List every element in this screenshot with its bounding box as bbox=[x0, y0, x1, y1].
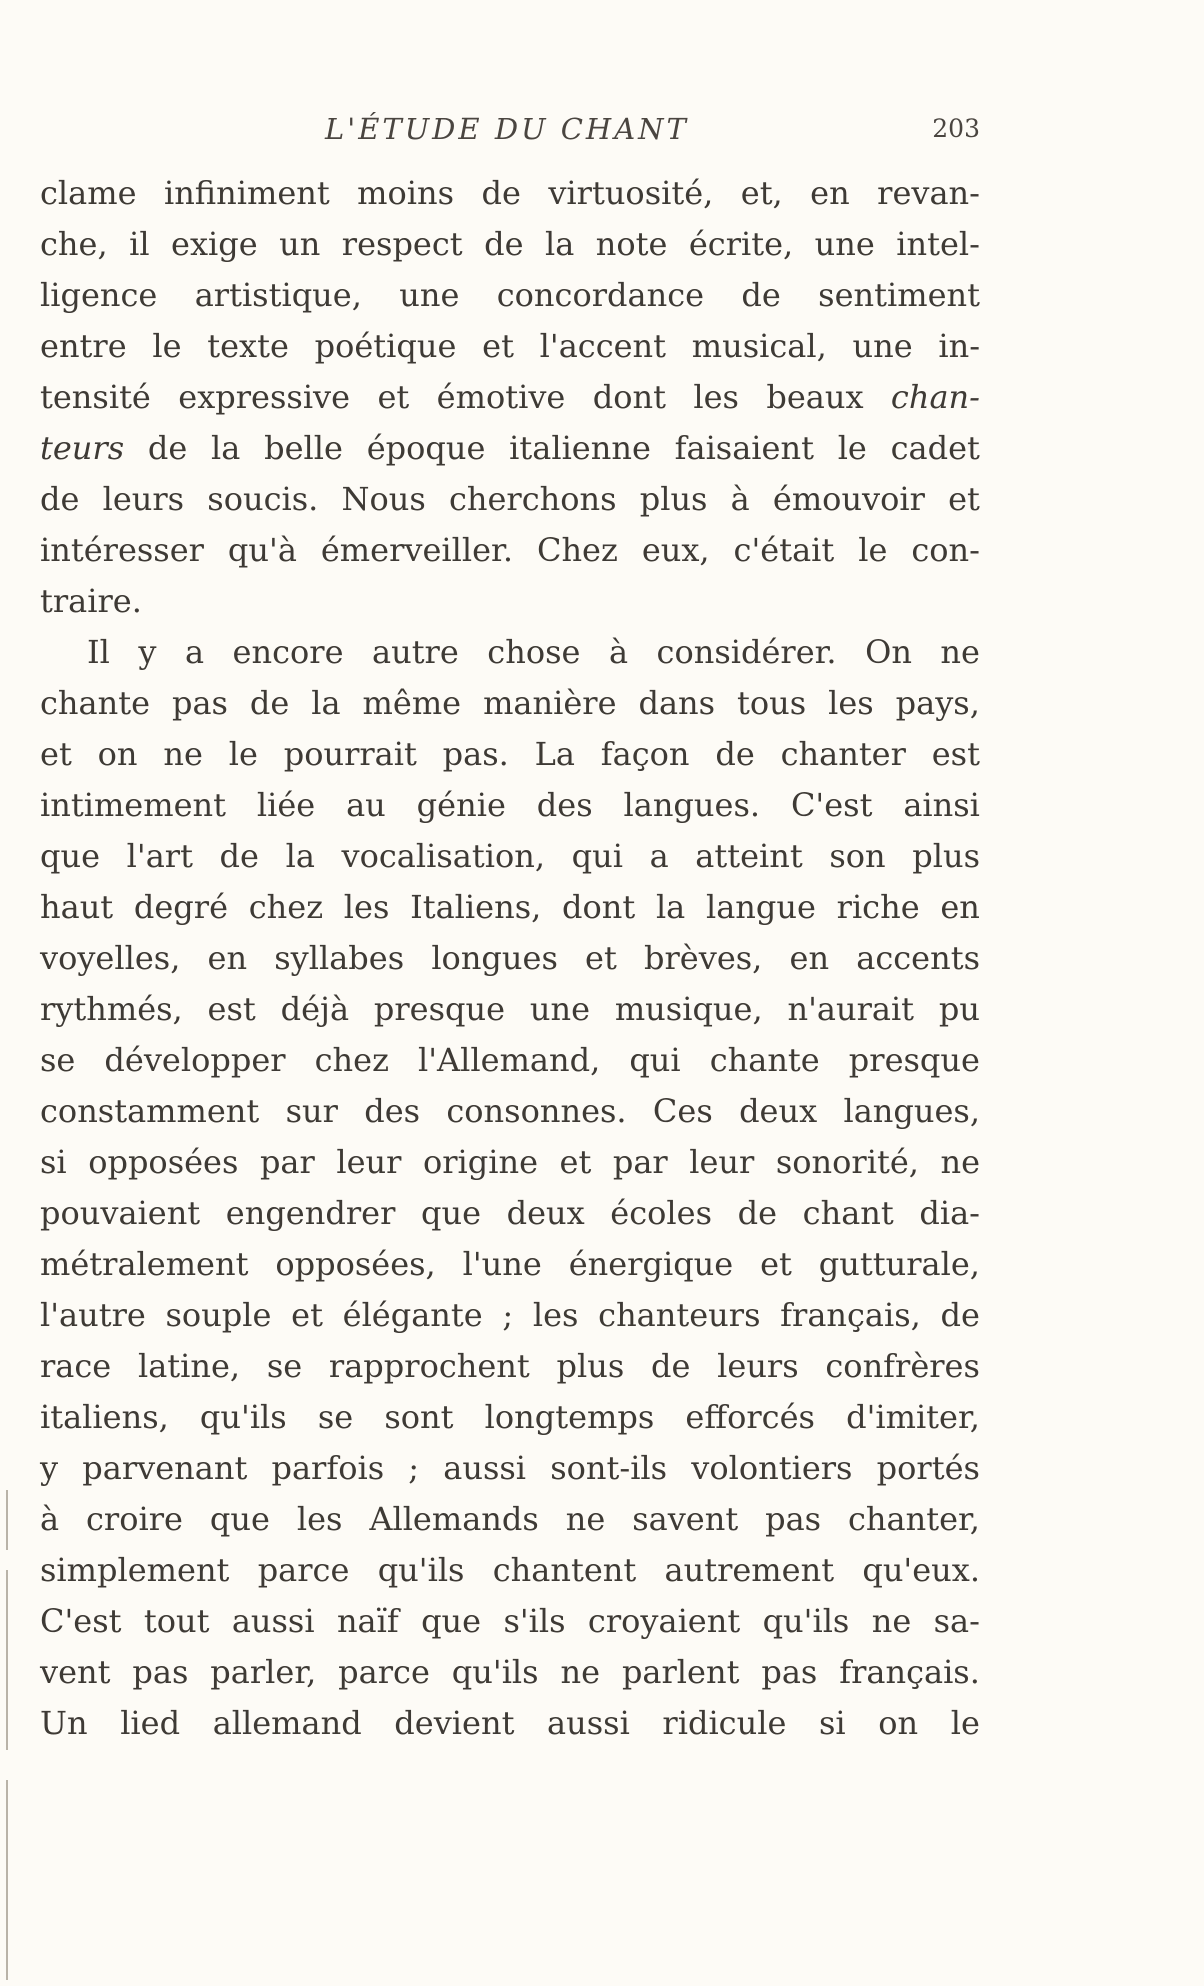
word: et bbox=[948, 480, 980, 518]
word: clame bbox=[40, 174, 137, 212]
word: intéresser bbox=[40, 531, 204, 569]
word: ainsi bbox=[903, 786, 980, 824]
word: allemand bbox=[212, 1704, 362, 1742]
word: belle bbox=[264, 429, 343, 467]
word: italiens, bbox=[40, 1398, 169, 1436]
word: par bbox=[259, 1143, 315, 1181]
word: ne bbox=[940, 633, 980, 671]
word: artistique, bbox=[194, 276, 362, 314]
word: origine bbox=[422, 1143, 538, 1181]
word: poétique bbox=[314, 327, 457, 365]
word: de bbox=[484, 225, 524, 263]
word: intel- bbox=[896, 225, 980, 263]
word: aussi bbox=[443, 1449, 527, 1487]
word: vocalisation, bbox=[341, 837, 545, 875]
text-line bbox=[40, 372, 980, 423]
word: ne bbox=[560, 1653, 601, 1691]
word: y bbox=[40, 1449, 59, 1487]
text-line bbox=[40, 1341, 980, 1392]
word: une bbox=[529, 990, 590, 1028]
word: croire bbox=[86, 1500, 183, 1538]
word: riche bbox=[836, 888, 920, 926]
text-line bbox=[40, 729, 980, 780]
word: de bbox=[249, 684, 290, 722]
word: atteint bbox=[695, 837, 803, 875]
word: se bbox=[266, 1347, 303, 1385]
word: devient bbox=[394, 1704, 515, 1742]
word: brèves, bbox=[644, 939, 763, 977]
word: race bbox=[40, 1347, 112, 1385]
word: musique, bbox=[614, 990, 763, 1028]
text-line bbox=[40, 270, 980, 321]
word: dans bbox=[638, 684, 716, 722]
word: parlent bbox=[621, 1653, 740, 1691]
word: a bbox=[184, 633, 205, 671]
word: l'art bbox=[126, 837, 193, 875]
word: qui bbox=[571, 837, 623, 875]
page-number: 203 bbox=[932, 114, 980, 143]
word: langue bbox=[705, 888, 816, 926]
text-line bbox=[40, 1137, 980, 1188]
word: au bbox=[346, 786, 386, 824]
word: à bbox=[40, 1500, 60, 1538]
text-line bbox=[40, 576, 980, 627]
word: virtuosité, bbox=[548, 174, 714, 212]
word: latine, bbox=[137, 1347, 241, 1385]
word: deux bbox=[739, 1092, 818, 1130]
word: est bbox=[207, 990, 256, 1028]
word: autre bbox=[372, 633, 459, 671]
word: et bbox=[482, 327, 514, 365]
word: il bbox=[129, 225, 150, 263]
word: en bbox=[207, 939, 248, 977]
word: le bbox=[950, 1704, 980, 1742]
text-line bbox=[40, 168, 980, 219]
word: en bbox=[810, 174, 850, 212]
word: tous bbox=[737, 684, 807, 722]
word: français, bbox=[780, 1296, 921, 1334]
text-line bbox=[40, 1596, 980, 1647]
word: génie bbox=[416, 786, 506, 824]
word: on bbox=[97, 735, 138, 773]
text-line bbox=[40, 219, 980, 270]
word: pas bbox=[171, 684, 228, 722]
text-line bbox=[40, 678, 980, 729]
word: français. bbox=[839, 1653, 980, 1691]
word: leurs bbox=[102, 480, 185, 518]
word: des bbox=[536, 786, 593, 824]
word: et bbox=[585, 939, 617, 977]
word: tout bbox=[143, 1602, 210, 1640]
word: Ces bbox=[652, 1092, 713, 1130]
word: parler, bbox=[210, 1653, 317, 1691]
word: concordance bbox=[496, 276, 705, 314]
word: à bbox=[608, 633, 629, 671]
word: écrite, bbox=[688, 225, 794, 263]
word: sentiment bbox=[818, 276, 980, 314]
word: l'accent bbox=[539, 327, 667, 365]
word: presque bbox=[373, 990, 506, 1028]
text-line bbox=[40, 1239, 980, 1290]
text-line bbox=[40, 1443, 980, 1494]
word: de bbox=[715, 735, 755, 773]
word: constamment bbox=[40, 1092, 260, 1130]
word: considérer. bbox=[656, 633, 837, 671]
word: les bbox=[693, 378, 739, 416]
word: note bbox=[595, 225, 668, 263]
word: respect bbox=[341, 225, 463, 263]
gutter-edge-mark bbox=[6, 1780, 8, 1980]
word: intimement bbox=[40, 786, 226, 824]
word: syllabes bbox=[274, 939, 405, 977]
word: sa- bbox=[933, 1602, 980, 1640]
word: d'imiter, bbox=[846, 1398, 980, 1436]
word: On bbox=[865, 633, 912, 671]
word: plus bbox=[639, 480, 708, 518]
word: pays, bbox=[895, 684, 980, 722]
word: en bbox=[789, 939, 830, 977]
word: se bbox=[40, 1041, 76, 1079]
word: volontiers bbox=[691, 1449, 853, 1487]
word: ne bbox=[565, 1500, 606, 1538]
word: et bbox=[377, 378, 410, 416]
word: la bbox=[211, 429, 241, 467]
word: rapprochent bbox=[328, 1347, 530, 1385]
word: en bbox=[940, 888, 980, 926]
word: le bbox=[837, 429, 867, 467]
text-line bbox=[40, 1647, 980, 1698]
word: que bbox=[40, 837, 101, 875]
word: beaux bbox=[766, 378, 864, 416]
word: langues. bbox=[623, 786, 761, 824]
word: que bbox=[420, 1194, 481, 1232]
word: que bbox=[209, 1500, 270, 1538]
word: autrement bbox=[664, 1551, 835, 1589]
word: sont bbox=[384, 1398, 454, 1436]
word: Nous bbox=[341, 480, 426, 518]
word: les bbox=[828, 684, 874, 722]
page-header bbox=[40, 112, 980, 152]
word: ne bbox=[940, 1143, 980, 1181]
word: de bbox=[741, 276, 781, 314]
word: confrères bbox=[825, 1347, 980, 1385]
word: chant bbox=[802, 1194, 894, 1232]
word: savent bbox=[632, 1500, 739, 1538]
word: chez bbox=[248, 888, 324, 926]
text-line bbox=[40, 1392, 980, 1443]
word: à bbox=[730, 480, 750, 518]
word: qu'ils bbox=[762, 1602, 850, 1640]
text-line bbox=[40, 831, 980, 882]
word: croyaient bbox=[587, 1602, 741, 1640]
word: de bbox=[650, 1347, 691, 1385]
word: l'une bbox=[462, 1245, 542, 1283]
word: l'Allemand, bbox=[418, 1041, 601, 1079]
word: élégante bbox=[342, 1296, 483, 1334]
word: parfois bbox=[271, 1449, 385, 1487]
word: Chez bbox=[536, 531, 618, 569]
word: degré bbox=[133, 888, 229, 926]
word: chanter, bbox=[848, 1500, 980, 1538]
word: portés bbox=[876, 1449, 980, 1487]
word: accents bbox=[856, 939, 980, 977]
body-text bbox=[40, 168, 980, 1749]
word: ridicule bbox=[662, 1704, 787, 1742]
word: même bbox=[362, 684, 462, 722]
text-line bbox=[40, 1545, 980, 1596]
word: de bbox=[481, 174, 521, 212]
word: n'aurait bbox=[787, 990, 915, 1028]
text-line bbox=[40, 525, 980, 576]
word: eux, bbox=[641, 531, 710, 569]
word: si bbox=[40, 1143, 67, 1181]
word: chanteurs bbox=[598, 1296, 761, 1334]
word: qu'ils bbox=[451, 1653, 539, 1691]
text-line bbox=[40, 1290, 980, 1341]
word: y bbox=[138, 633, 157, 671]
word: sonorité, bbox=[775, 1143, 919, 1181]
word: pas bbox=[132, 1653, 189, 1691]
word: chantent bbox=[492, 1551, 637, 1589]
word: efforcés bbox=[685, 1398, 815, 1436]
word: chante bbox=[709, 1041, 820, 1079]
word: et bbox=[40, 735, 72, 773]
word: émouvoir bbox=[772, 480, 925, 518]
word: leurs bbox=[717, 1347, 799, 1385]
word: aussi bbox=[547, 1704, 630, 1742]
word: chez bbox=[314, 1041, 389, 1079]
word: cadet bbox=[890, 429, 980, 467]
word: chan- bbox=[890, 378, 980, 416]
word: une bbox=[852, 327, 913, 365]
text-line bbox=[40, 423, 980, 474]
word: développer bbox=[104, 1041, 286, 1079]
word: liée bbox=[256, 786, 316, 824]
word: de bbox=[940, 1296, 980, 1334]
word: que bbox=[421, 1602, 482, 1640]
word: Il bbox=[87, 633, 110, 671]
word: pourrait bbox=[283, 735, 417, 773]
word: un bbox=[279, 225, 321, 263]
word: exige bbox=[171, 225, 258, 263]
word: che, bbox=[40, 225, 108, 263]
word: par bbox=[612, 1143, 668, 1181]
text-line bbox=[40, 321, 980, 372]
word: consonnes. bbox=[446, 1092, 627, 1130]
text-line bbox=[40, 984, 980, 1035]
word: et bbox=[760, 1245, 792, 1283]
word: son bbox=[829, 837, 886, 875]
word: le bbox=[228, 735, 258, 773]
word: moins bbox=[357, 174, 455, 212]
word: C'est bbox=[790, 786, 873, 824]
word: gutturale, bbox=[818, 1245, 980, 1283]
word: expressive bbox=[178, 378, 351, 416]
word: chose bbox=[487, 633, 581, 671]
word: dia- bbox=[919, 1194, 980, 1232]
word: parce bbox=[257, 1551, 350, 1589]
word: a bbox=[649, 837, 669, 875]
gutter-edge-mark bbox=[6, 1490, 8, 1550]
word: parvenant bbox=[82, 1449, 248, 1487]
word: ; bbox=[408, 1449, 420, 1487]
word: chanter bbox=[780, 735, 906, 773]
word: infiniment bbox=[163, 174, 330, 212]
word: écoles bbox=[610, 1194, 713, 1232]
word: Italiens, bbox=[410, 888, 542, 926]
word: rythmés, bbox=[40, 990, 183, 1028]
word: les bbox=[296, 1500, 343, 1538]
word: la bbox=[655, 888, 686, 926]
word: haut bbox=[40, 888, 114, 926]
word: la bbox=[544, 225, 575, 263]
word: la bbox=[311, 684, 341, 722]
word: longtemps bbox=[484, 1398, 655, 1436]
word: de bbox=[40, 480, 80, 518]
word: énergique bbox=[568, 1245, 734, 1283]
word: C'est bbox=[40, 1602, 122, 1640]
word: in- bbox=[938, 327, 980, 365]
word: texte bbox=[207, 327, 289, 365]
word: leur bbox=[689, 1143, 755, 1181]
word: ne bbox=[163, 735, 203, 773]
word: les bbox=[532, 1296, 579, 1334]
word: la bbox=[285, 837, 315, 875]
word: les bbox=[343, 888, 390, 926]
word: pouvaient bbox=[40, 1194, 201, 1232]
word: voyelles, bbox=[40, 939, 181, 977]
word: La bbox=[534, 735, 575, 773]
word: une bbox=[814, 225, 875, 263]
text-line bbox=[40, 1086, 980, 1137]
word: émerveiller. bbox=[320, 531, 513, 569]
word: l'autre bbox=[40, 1296, 146, 1334]
word: vent bbox=[40, 1653, 111, 1691]
word: et bbox=[559, 1143, 592, 1181]
text-line bbox=[40, 882, 980, 933]
word: de bbox=[219, 837, 259, 875]
word: opposées, bbox=[275, 1245, 436, 1283]
text-line bbox=[40, 1188, 980, 1239]
word: encore bbox=[232, 633, 344, 671]
word: parce bbox=[338, 1653, 430, 1691]
word: ne bbox=[871, 1602, 912, 1640]
word: époque bbox=[366, 429, 486, 467]
word: des bbox=[364, 1092, 421, 1130]
text-line bbox=[40, 933, 980, 984]
word: ligence bbox=[40, 276, 158, 314]
word: sur bbox=[285, 1092, 338, 1130]
word: déjà bbox=[280, 990, 350, 1028]
word: opposées bbox=[88, 1143, 239, 1181]
text-line bbox=[40, 1035, 980, 1086]
word: s'ils bbox=[503, 1602, 566, 1640]
word: se bbox=[317, 1398, 354, 1436]
word: simplement bbox=[40, 1551, 230, 1589]
word: cherchons bbox=[448, 480, 617, 518]
word: engendrer bbox=[225, 1194, 396, 1232]
word: faisaient bbox=[674, 429, 814, 467]
text-line bbox=[40, 1494, 980, 1545]
running-title: L'ÉTUDE DU CHANT bbox=[325, 112, 689, 146]
word: et bbox=[291, 1296, 323, 1334]
word: leur bbox=[336, 1143, 402, 1181]
word: qui bbox=[629, 1041, 681, 1079]
word: Un bbox=[40, 1704, 88, 1742]
word: métralement bbox=[40, 1245, 249, 1283]
word: soucis. bbox=[207, 480, 319, 518]
word: c'était bbox=[733, 531, 835, 569]
word: Allemands bbox=[369, 1500, 539, 1538]
word: langues, bbox=[843, 1092, 980, 1130]
word: qu'eux. bbox=[862, 1551, 980, 1589]
text-line bbox=[40, 780, 980, 831]
word: pas bbox=[765, 1500, 822, 1538]
word: deux bbox=[506, 1194, 585, 1232]
word: entre bbox=[40, 327, 127, 365]
word: longues bbox=[431, 939, 558, 977]
word: con- bbox=[911, 531, 980, 569]
text-line bbox=[40, 627, 980, 678]
word: plus bbox=[912, 837, 980, 875]
word: de bbox=[147, 429, 188, 467]
word: qu'à bbox=[227, 531, 297, 569]
word: italienne bbox=[509, 429, 651, 467]
word: manière bbox=[483, 684, 617, 722]
word: le bbox=[152, 327, 182, 365]
word: plus bbox=[556, 1347, 625, 1385]
word: une bbox=[399, 276, 460, 314]
word: aussi bbox=[231, 1602, 315, 1640]
gutter-edge-mark bbox=[6, 1570, 8, 1750]
word: qu'ils bbox=[199, 1398, 287, 1436]
word: chante bbox=[40, 684, 151, 722]
word: teurs bbox=[40, 429, 125, 467]
word: traire. bbox=[40, 582, 142, 620]
word: émotive bbox=[436, 378, 566, 416]
word: ; bbox=[502, 1296, 514, 1334]
word: pas bbox=[761, 1653, 818, 1691]
word: naïf bbox=[336, 1602, 399, 1640]
word: dont bbox=[592, 378, 666, 416]
word: et, bbox=[740, 174, 783, 212]
word: revan- bbox=[877, 174, 980, 212]
word: sont-ils bbox=[550, 1449, 668, 1487]
word: souple bbox=[165, 1296, 272, 1334]
word: tensité bbox=[40, 378, 151, 416]
word: si bbox=[818, 1704, 846, 1742]
word: lied bbox=[120, 1704, 181, 1742]
word: on bbox=[878, 1704, 919, 1742]
word: musical, bbox=[691, 327, 827, 365]
word: qu'ils bbox=[377, 1551, 465, 1589]
word: est bbox=[931, 735, 980, 773]
word: dont bbox=[562, 888, 636, 926]
word: presque bbox=[848, 1041, 980, 1079]
text-line bbox=[40, 1698, 980, 1749]
word: façon bbox=[600, 735, 690, 773]
word: pas. bbox=[442, 735, 509, 773]
text-line bbox=[40, 474, 980, 525]
word: le bbox=[858, 531, 888, 569]
word: de bbox=[737, 1194, 778, 1232]
word: pu bbox=[938, 990, 980, 1028]
